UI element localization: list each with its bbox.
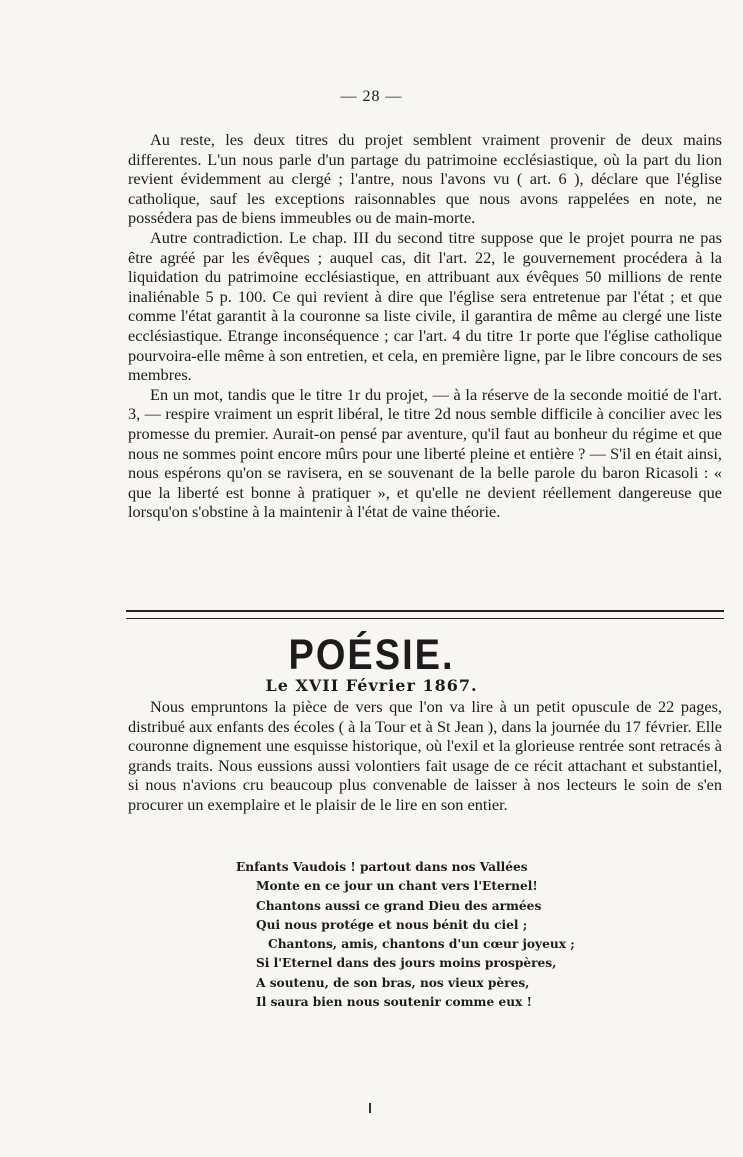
article-body [128, 130, 722, 522]
poem-line: Chantons, amis, chantons d'un cœur joyeux ; [268, 937, 575, 952]
poem-line: Monte en ce jour un chant vers l'Eternel! [256, 879, 538, 894]
page-number: — 28 — [340, 88, 403, 105]
intro-paragraph: Nous empruntons la pièce de vers que l'on va lire à un petit opuscule de 22 pages, distribué aux enfants des écoles ( à la Tour et à St Jean ), dans la journée du 17 février. Elle couronne dignement une esquisse historique, où l'exil et la glorieuse rentrée sont retracés à grands traits. Nous eussions aussi volontiers fait usage de ce récit attachant et substantiel, si nous n'avions cru beaucoup plus convenable de laisser à nos lecteurs le soin de s'en procurer un exemplaire et le plaisir de le lire en son entier. [128, 697, 722, 814]
section-divider-thick [126, 610, 724, 612]
paragraph-2: Autre contradiction. Le chap. III du second titre suppose que le projet pourra ne pas être agréé par les évêques ; auquel cas, dit l'art. 22, le gouvernement procédera à la liquidation du patrimoine ecclésiastique, en attribuant aux évêques 50 millions de rente inaliénable 5 p. 100. Ce qui revient à dire que l'église sera entretenue par l'état ; et que comme l'état garantit à la couronne sa liste civile, il garantira de même au clergé une liste ecclésiastique. Etrange inconséquence ; car l'art. 4 du titre 1r porte que l'église catholique pourvoira-elle même à son entretien, et cela, en première ligne, par le libre concours de ses membres. [128, 227, 722, 385]
poem-intro [128, 697, 722, 815]
poem-stanza [236, 858, 575, 1012]
poem-line: A soutenu, de son bras, nos vieux pères, [256, 975, 530, 990]
section-title: POÉSIE. [288, 632, 455, 680]
poem-line: Qui nous protége et nous bénit du ciel ; [256, 917, 528, 932]
paragraph-3: En un mot, tandis que le titre 1r du projet, — à la réserve de la seconde moitié de l'art. 3, — respire vraiment un esprit libéral, le titre 2d nous semble difficile à concilier avec les promesse du premier. Aurait-on pensé par aventure, qu'il faut au bonheur du régime et que nous ne sommes point encore mûrs pour une liberté pleine et entière ? — S'il en était ainsi, nous espérons qu'on se ravisera, en se souvenant de la belle parole du baron Ricasoli : « que la liberté est bonne à pratiquer », et qu'elle ne devient réellement dangereuse que lorsqu'on s'obstine à la maintenir à l'état de vaine théorie. [128, 384, 722, 522]
poem-line: Enfants Vaudois ! partout dans nos Vallées [236, 860, 528, 874]
paragraph-1: Au reste, les deux titres du projet semblent vraiment provenir de deux mains differentes. L'un nous parle d'un partage du patrimoine ecclésiastique, où la part du lion revient évidemment au clergé ; l'antre, nous l'avons vu ( art. 6 ), déclare que l'église catholique, sauf les exceptions raisonnables que nous avons rappelées en note, ne possédera pas de biens immeubles ou de main-morte. [128, 130, 722, 228]
poem-line: Chantons aussi ce grand Dieu des armées [256, 898, 542, 913]
poem-date-heading: Le XVII Février 1867. [265, 676, 478, 695]
poem-line: Il saura bien nous soutenir comme eux ! [256, 995, 532, 1010]
section-divider-thin [126, 618, 724, 619]
print-mark [369, 1103, 371, 1113]
poem-line: Si l'Eternel dans des jours moins prospères, [256, 956, 557, 971]
